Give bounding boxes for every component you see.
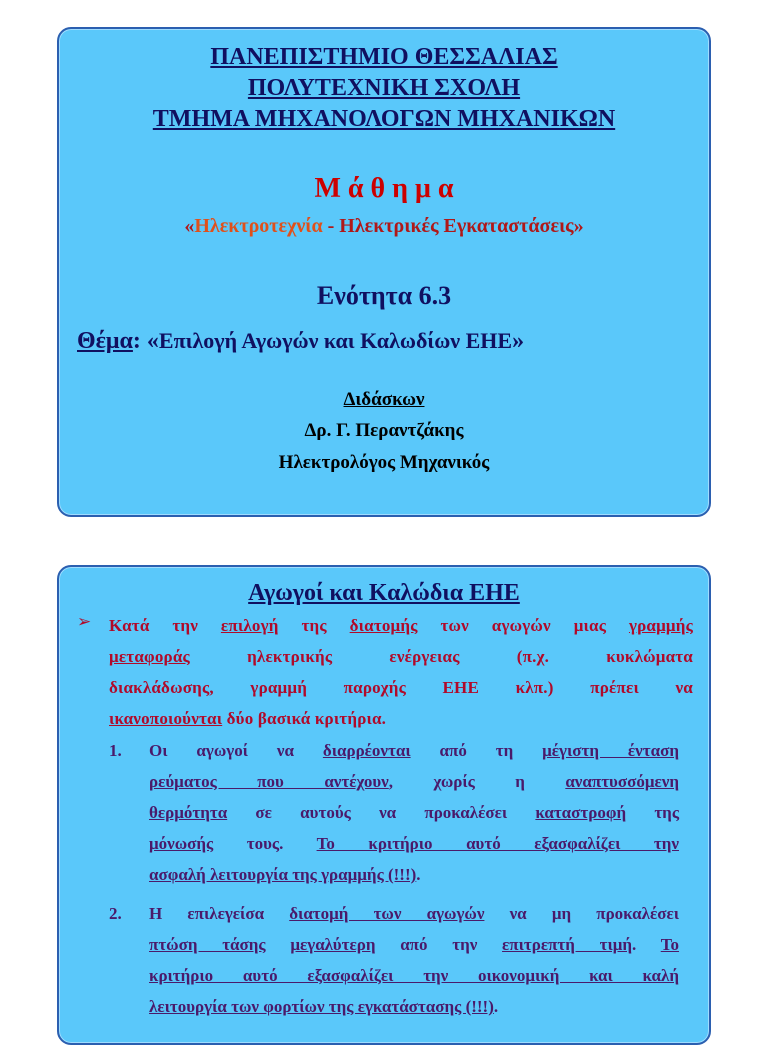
content-slide — [57, 565, 711, 1045]
instructor-title: Ηλεκτρολόγος Μηχανικός — [278, 452, 490, 473]
course-title — [59, 212, 709, 240]
instructor-name: Δρ. Γ. Περαντζάκης — [304, 420, 464, 441]
item-2-number: 2. — [109, 904, 122, 923]
university-name: ΠΑΝΕΠΙΣΤΗΜΙΟ ΘΕΣΣΑΛΙΑΣ — [210, 44, 558, 70]
bullet-paragraph — [109, 610, 693, 734]
criterion-2: Η επιλεγείσα διατομή των αγωγών να μη προκαλέσει πτώση τάσης μεγαλύτερη από την επιτρεπτή τιμή. Το κριτήριο αυτό εξασφαλίζει την οικονομική και καλή λειτουργία των φορτίων της εγκατάστασης (!!!). — [149, 904, 680, 1016]
school-name: ΠΟΛΥΤΕΧΝΙΚΗ ΣΧΟΛΗ — [247, 75, 521, 101]
topic-line — [77, 325, 697, 357]
bullet-line: διακλάδωσης, γραμμή παροχής ΕΗΕ κλπ.) πρέπει να — [109, 678, 693, 697]
bullet-line: ικανοποιούνται δύο βασικά κριτήρια. — [109, 709, 387, 728]
criterion-1: Οι αγωγοί να διαρρέονται από τη μέγιστη ένταση ρεύματος που αντέχουν, χωρίς η αναπτυσσόμενη θερμότητα σε αυτούς να προκαλέσει καταστροφή της μόνωσής τους. Το κριτήριο αυτό εξασφαλίζει την ασφαλή λειτουργία της γραμμής (!!!). — [149, 741, 679, 884]
bullet-line: Κατά την επιλογή της διατομής των αγωγών μιας γραμμής — [109, 616, 693, 635]
instructor-label: Διδάσκων — [343, 389, 425, 410]
bullet-line: μεταφοράς ηλεκτρικής ενέργειας (π.χ. κυκλώματα — [109, 647, 693, 666]
topic-text: Επιλογή Αγωγών και Καλωδίων ΕΗΕ — [158, 328, 513, 353]
topic-label: Θέμα — [77, 328, 133, 354]
unit-title: Ενότητα 6.3 — [316, 281, 452, 310]
topic-colon: : — [132, 328, 147, 354]
quote-open: « — [184, 215, 195, 237]
course-part-2: Ηλεκτρικές Εγκαταστάσεις — [339, 215, 574, 237]
course-dash: - — [322, 215, 340, 237]
course-part-1: Ηλεκτροτεχνία — [194, 215, 323, 237]
institution-block — [59, 42, 709, 135]
slide-title — [59, 577, 709, 609]
arrow-bullet-icon: ➢ — [77, 612, 92, 632]
instructor-block — [59, 385, 709, 479]
topic-quote-open: « — [146, 328, 159, 354]
item-1-number: 1. — [109, 741, 122, 760]
quote-close: » — [573, 215, 584, 237]
slide-title-text: Αγωγοί και Καλώδια ΕΗΕ — [248, 580, 520, 606]
course-heading: Μ ά θ η μ α — [314, 173, 454, 204]
title-slide — [57, 27, 711, 517]
department-name: ΤΜΗΜΑ ΜΗΧΑΝΟΛΟΓΩΝ ΜΗΧΑΝΙΚΩΝ — [152, 106, 616, 132]
topic-quote-close: » — [512, 328, 525, 354]
